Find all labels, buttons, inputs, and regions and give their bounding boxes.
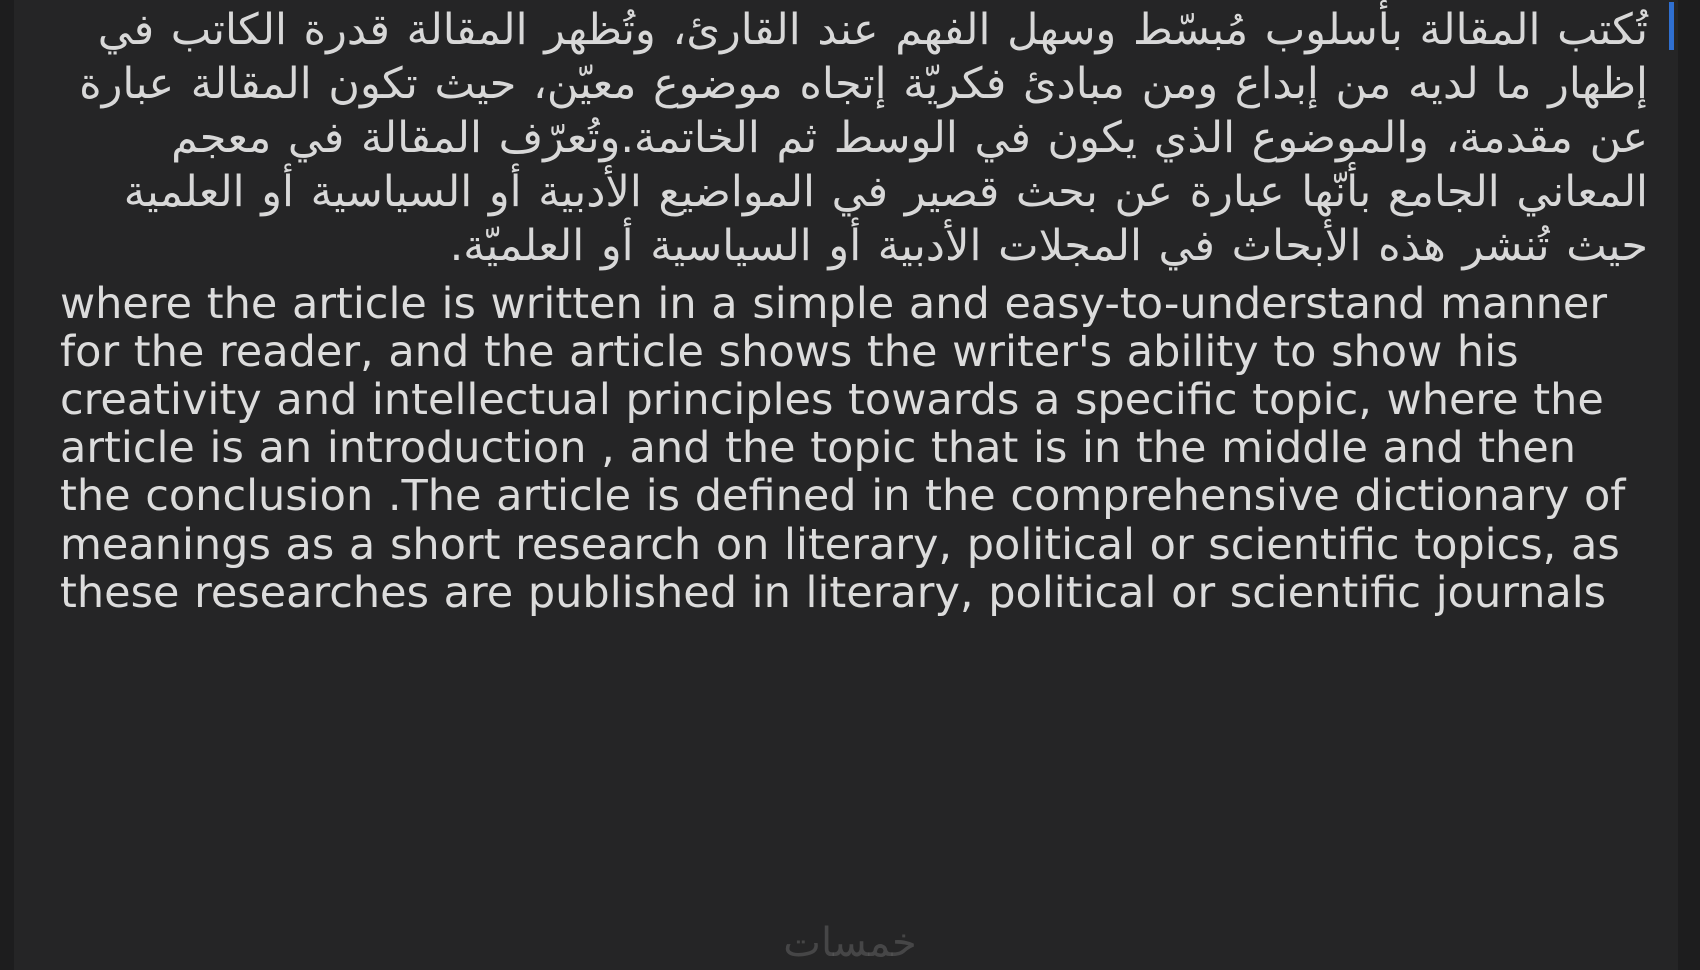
document-content[interactable] xyxy=(14,0,1678,970)
watermark-text: خمسات xyxy=(783,920,917,966)
right-margin-rail[interactable] xyxy=(1678,0,1700,970)
arabic-paragraph: تُكتب المقالة بأسلوب مُبسّط وسهل الفهم عند القارئ، وتُظهر المقالة قدرة الكاتب في إظهار ما لديه من إبداع ومن مبادئ فكريّة إتجاه موضوع معيّن، حيث تكون المقالة عبارة عن مقدمة، والموضوع الذي يكون في الوسط ثم الخاتمة.وتُعرّف المقالة في معجم المعاني الجامع بأنّها عبارة عن بحث قصير في المواضيع الأدبية أو السياسية أو العلمية حيث تُنشر هذه الأبحاث في المجلات الأدبية أو السياسية أو العلميّة. xyxy=(79,5,1648,271)
english-paragraph: where the article is written in a simple and easy-to-understand manner for the reader, and the article shows the writer's ability to show his creativity and intellectual principles towards a specific topic, where the article is an introduction , and the topic that is in the middle and then the conclusion .The article is defined in the comprehensive dictionary of meanings as a short research on literary, political or scientific topics, as these researches are published in literary, political or scientific journals xyxy=(60,278,1626,618)
left-margin-rail xyxy=(0,0,14,970)
